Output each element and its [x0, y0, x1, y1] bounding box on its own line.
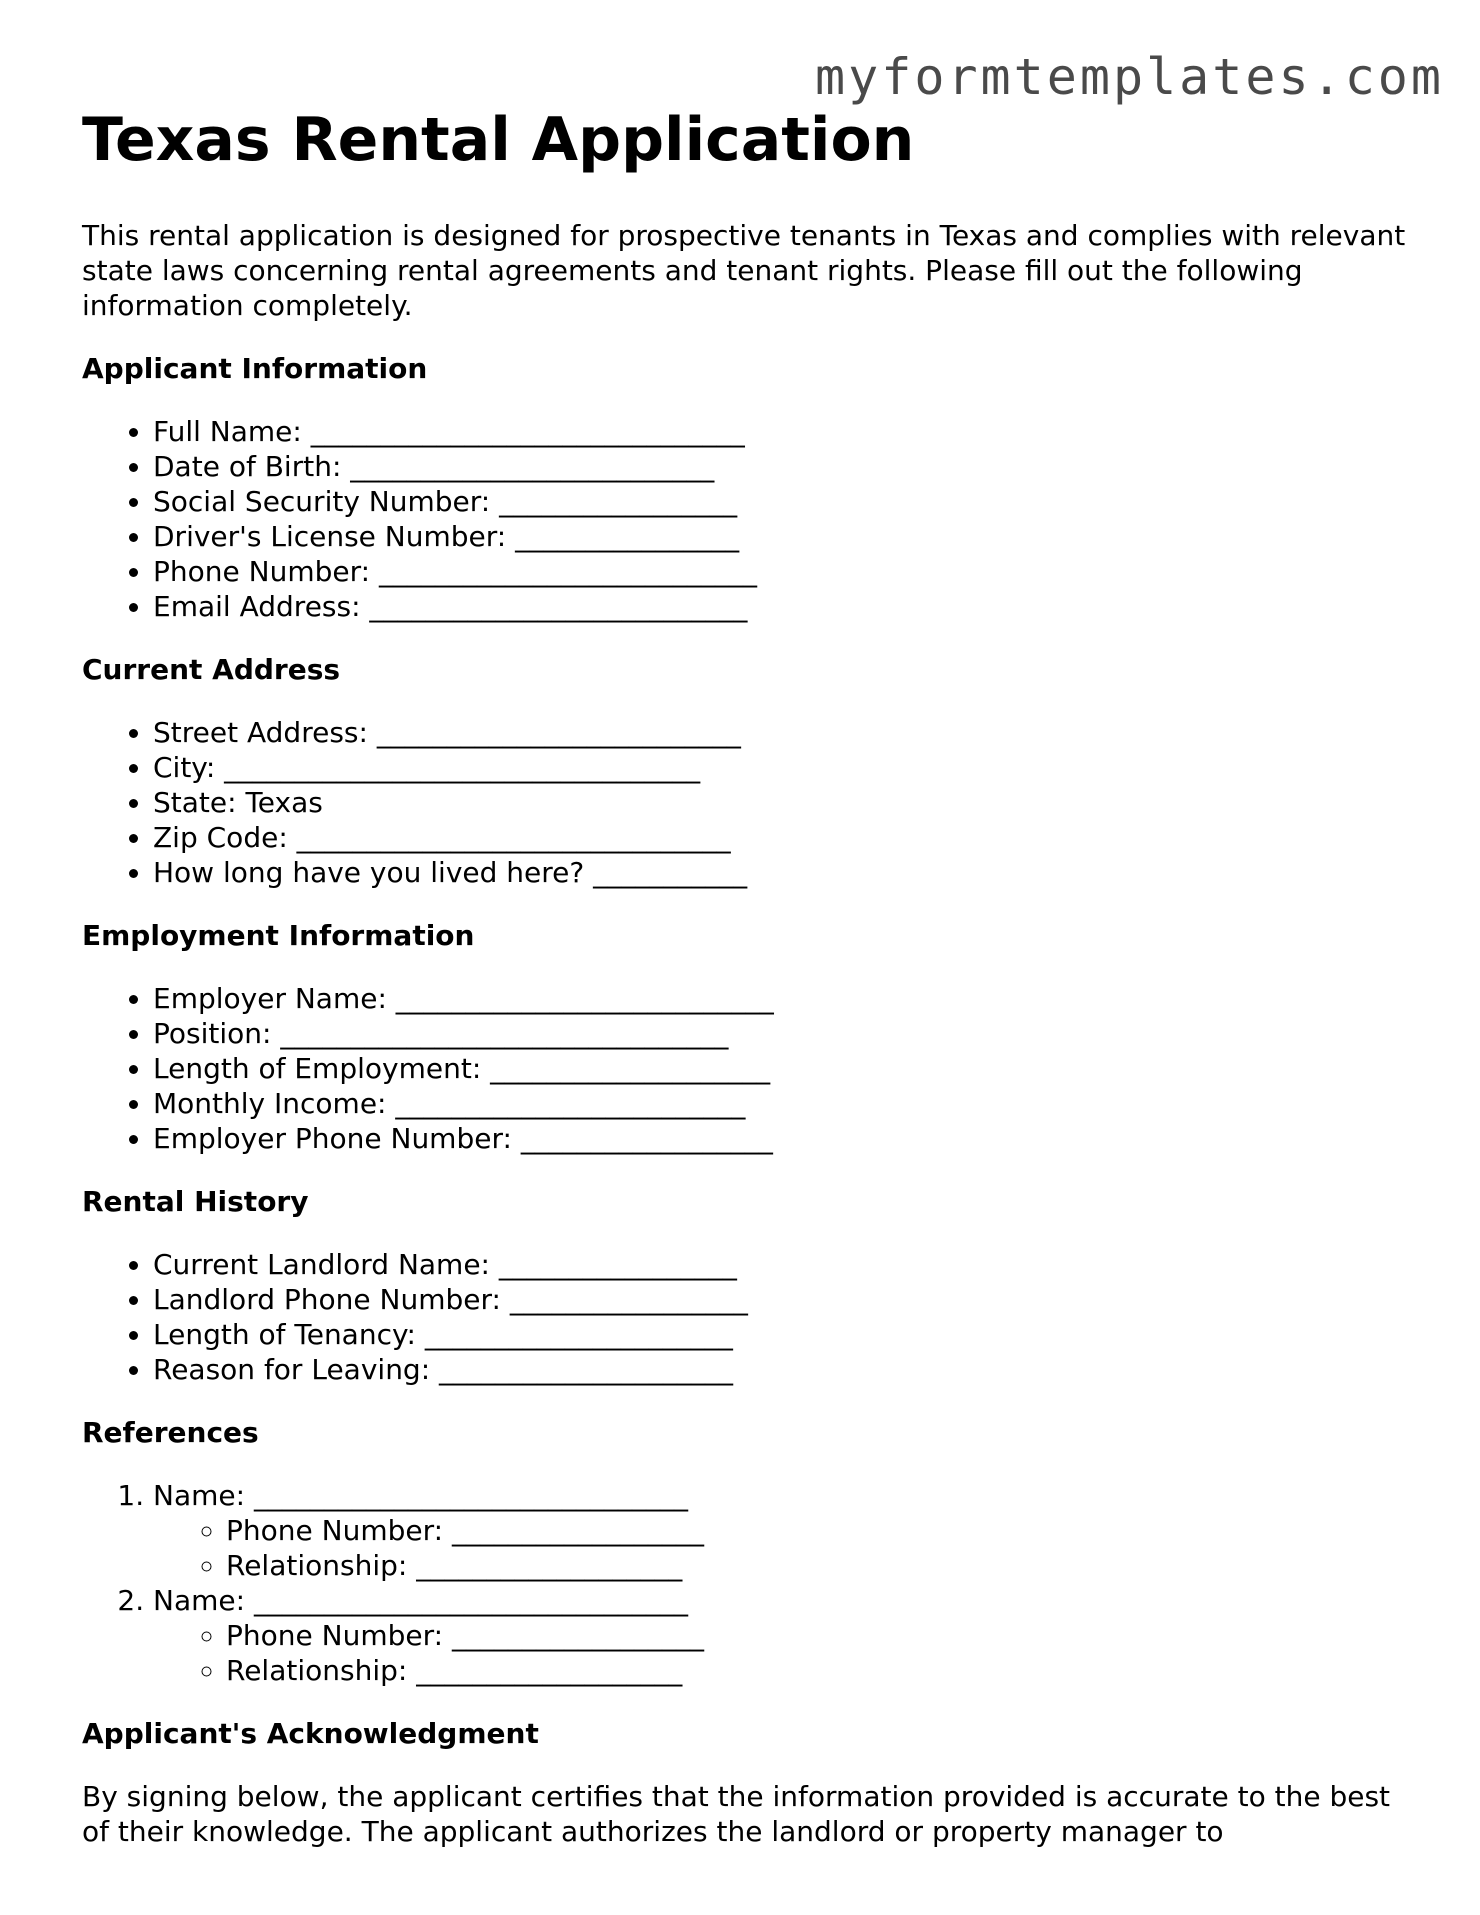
email-address-field: • Email Address: ___________________________ [153, 589, 1412, 624]
acknowledgment-heading: Applicant's Acknowledgment [82, 1717, 539, 1750]
reference-item [153, 1478, 1412, 1583]
applicant-info-list [82, 414, 1412, 624]
reference-item [153, 1583, 1412, 1688]
references-heading: References [82, 1416, 259, 1449]
current-address-heading: Current Address [82, 653, 341, 686]
current-landlord-field: • Current Landlord Name: _________________ [153, 1247, 1412, 1282]
references-list [82, 1478, 1412, 1688]
zip-code-field: • Zip Code: _______________________________ [153, 820, 1412, 855]
reference-relationship-field: ◦ Relationship: ___________________ [226, 1548, 1412, 1583]
employer-phone-field: • Employer Phone Number: __________________ [153, 1121, 1412, 1156]
monthly-income-field: • Monthly Income: _________________________ [153, 1086, 1412, 1121]
current-address-list [82, 715, 1412, 890]
position-field: • Position: ________________________________ [153, 1016, 1412, 1051]
reason-for-leaving-field: • Reason for Leaving: _____________________ [153, 1352, 1412, 1387]
state-field: • State: Texas [153, 785, 1412, 820]
reference-name-field: Name: _______________________________ [153, 1584, 688, 1617]
intro-paragraph: This rental application is designed for prospective tenants in Texas and complies with relevant state laws concerning rental agreements and tenant rights. Please fill out the following information completely. [82, 219, 1406, 322]
length-of-employment-field: • Length of Employment: ____________________ [153, 1051, 1412, 1086]
reference-name-field: Name: _______________________________ [153, 1479, 688, 1512]
ssn-field: • Social Security Number: _________________ [153, 484, 1412, 519]
employment-info-heading: Employment Information [82, 919, 475, 952]
reference-phone-field: ◦ Phone Number: __________________ [226, 1513, 1412, 1548]
reference-details [153, 1618, 1412, 1688]
length-of-tenancy-field: • Length of Tenancy: ______________________ [153, 1317, 1412, 1352]
drivers-license-field: • Driver's License Number: ________________ [153, 519, 1412, 554]
full-name-field: • Full Name: _______________________________ [153, 414, 1412, 449]
rental-history-list [82, 1247, 1412, 1387]
document-page [82, 100, 1412, 1877]
page-title: Texas Rental Application [82, 105, 915, 175]
acknowledgment-paragraph: By signing below, the applicant certifies that the information provided is accurate to the best of their knowledge. The applicant authorizes the landlord or property manager to [82, 1780, 1391, 1848]
employment-info-list [82, 981, 1412, 1156]
time-at-address-field: • How long have you lived here? ___________ [153, 855, 1412, 890]
employer-name-field: • Employer Name: ___________________________ [153, 981, 1412, 1016]
street-address-field: • Street Address: __________________________ [153, 715, 1412, 750]
reference-phone-field: ◦ Phone Number: __________________ [226, 1618, 1412, 1653]
date-of-birth-field: • Date of Birth: __________________________ [153, 449, 1412, 484]
applicant-info-heading: Applicant Information [82, 352, 428, 385]
reference-relationship-field: ◦ Relationship: ___________________ [226, 1653, 1412, 1688]
watermark: myformtemplates.com [815, 48, 1444, 106]
city-field: • City: __________________________________ [153, 750, 1412, 785]
reference-details [153, 1513, 1412, 1583]
rental-history-heading: Rental History [82, 1185, 309, 1218]
landlord-phone-field: • Landlord Phone Number: _________________ [153, 1282, 1412, 1317]
phone-number-field: • Phone Number: ___________________________ [153, 554, 1412, 589]
